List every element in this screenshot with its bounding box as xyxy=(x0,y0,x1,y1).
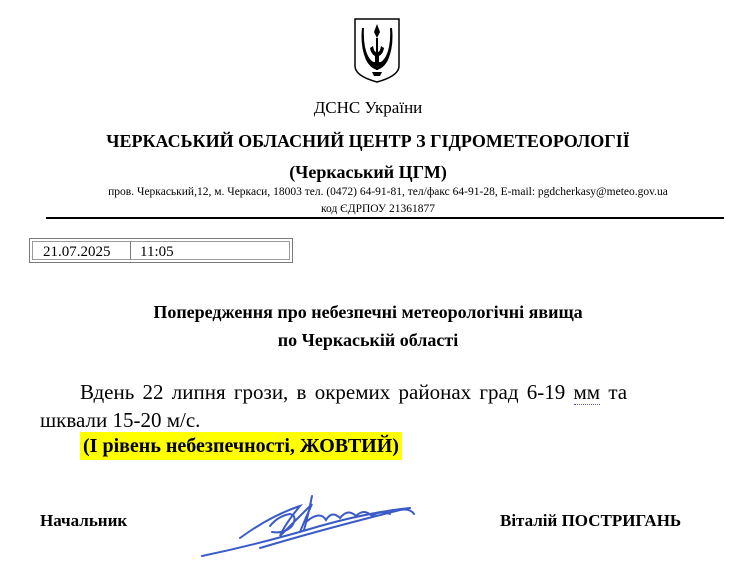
danger-level-highlight: (І рівень небезпечності, ЖОВТИЙ) xyxy=(80,432,402,460)
warning-unit: мм xyxy=(573,380,601,404)
signer-name: Віталій ПОСТРИГАНЬ xyxy=(500,511,682,530)
warning-title-line2: по Черкаській області xyxy=(277,330,459,350)
header-divider xyxy=(46,217,724,219)
date-time-box xyxy=(29,238,293,263)
handwritten-signature xyxy=(200,486,440,562)
issue-time: 11:05 xyxy=(140,244,174,260)
warning-body-text: Вдень 22 липня грози, в окремих районах град 6-19 xyxy=(80,380,574,404)
warning-body-line1 xyxy=(80,380,720,405)
issue-date: 21.07.2025 xyxy=(43,244,111,260)
warning-title-line1: Попередження про небезпечні метеорологічні явища xyxy=(153,302,583,322)
trident-emblem-icon xyxy=(352,16,402,84)
signer-position: Начальник xyxy=(40,511,128,530)
warning-body-line2: шквали 15-20 м/с. xyxy=(40,408,201,432)
date-time-separator xyxy=(130,242,131,259)
agency-name: ДСНС України xyxy=(313,98,423,117)
warning-body-text-end: та xyxy=(600,380,628,404)
center-short-name: (Черкаський ЦГМ) xyxy=(289,162,447,182)
center-name: ЧЕРКАСЬКИЙ ОБЛАСНИЙ ЦЕНТР З ГІДРОМЕТЕОРОЛОГІЇ xyxy=(106,131,630,151)
edrpou-code: код ЄДРПОУ 21361877 xyxy=(321,203,435,215)
contact-line: пров. Черкаський,12, м. Черкаси, 18003 тел. (0472) 64-91-81, тел/факс 64-91-28, E-mail: pgdcherkasy@meteo.gov.ua xyxy=(108,186,668,198)
